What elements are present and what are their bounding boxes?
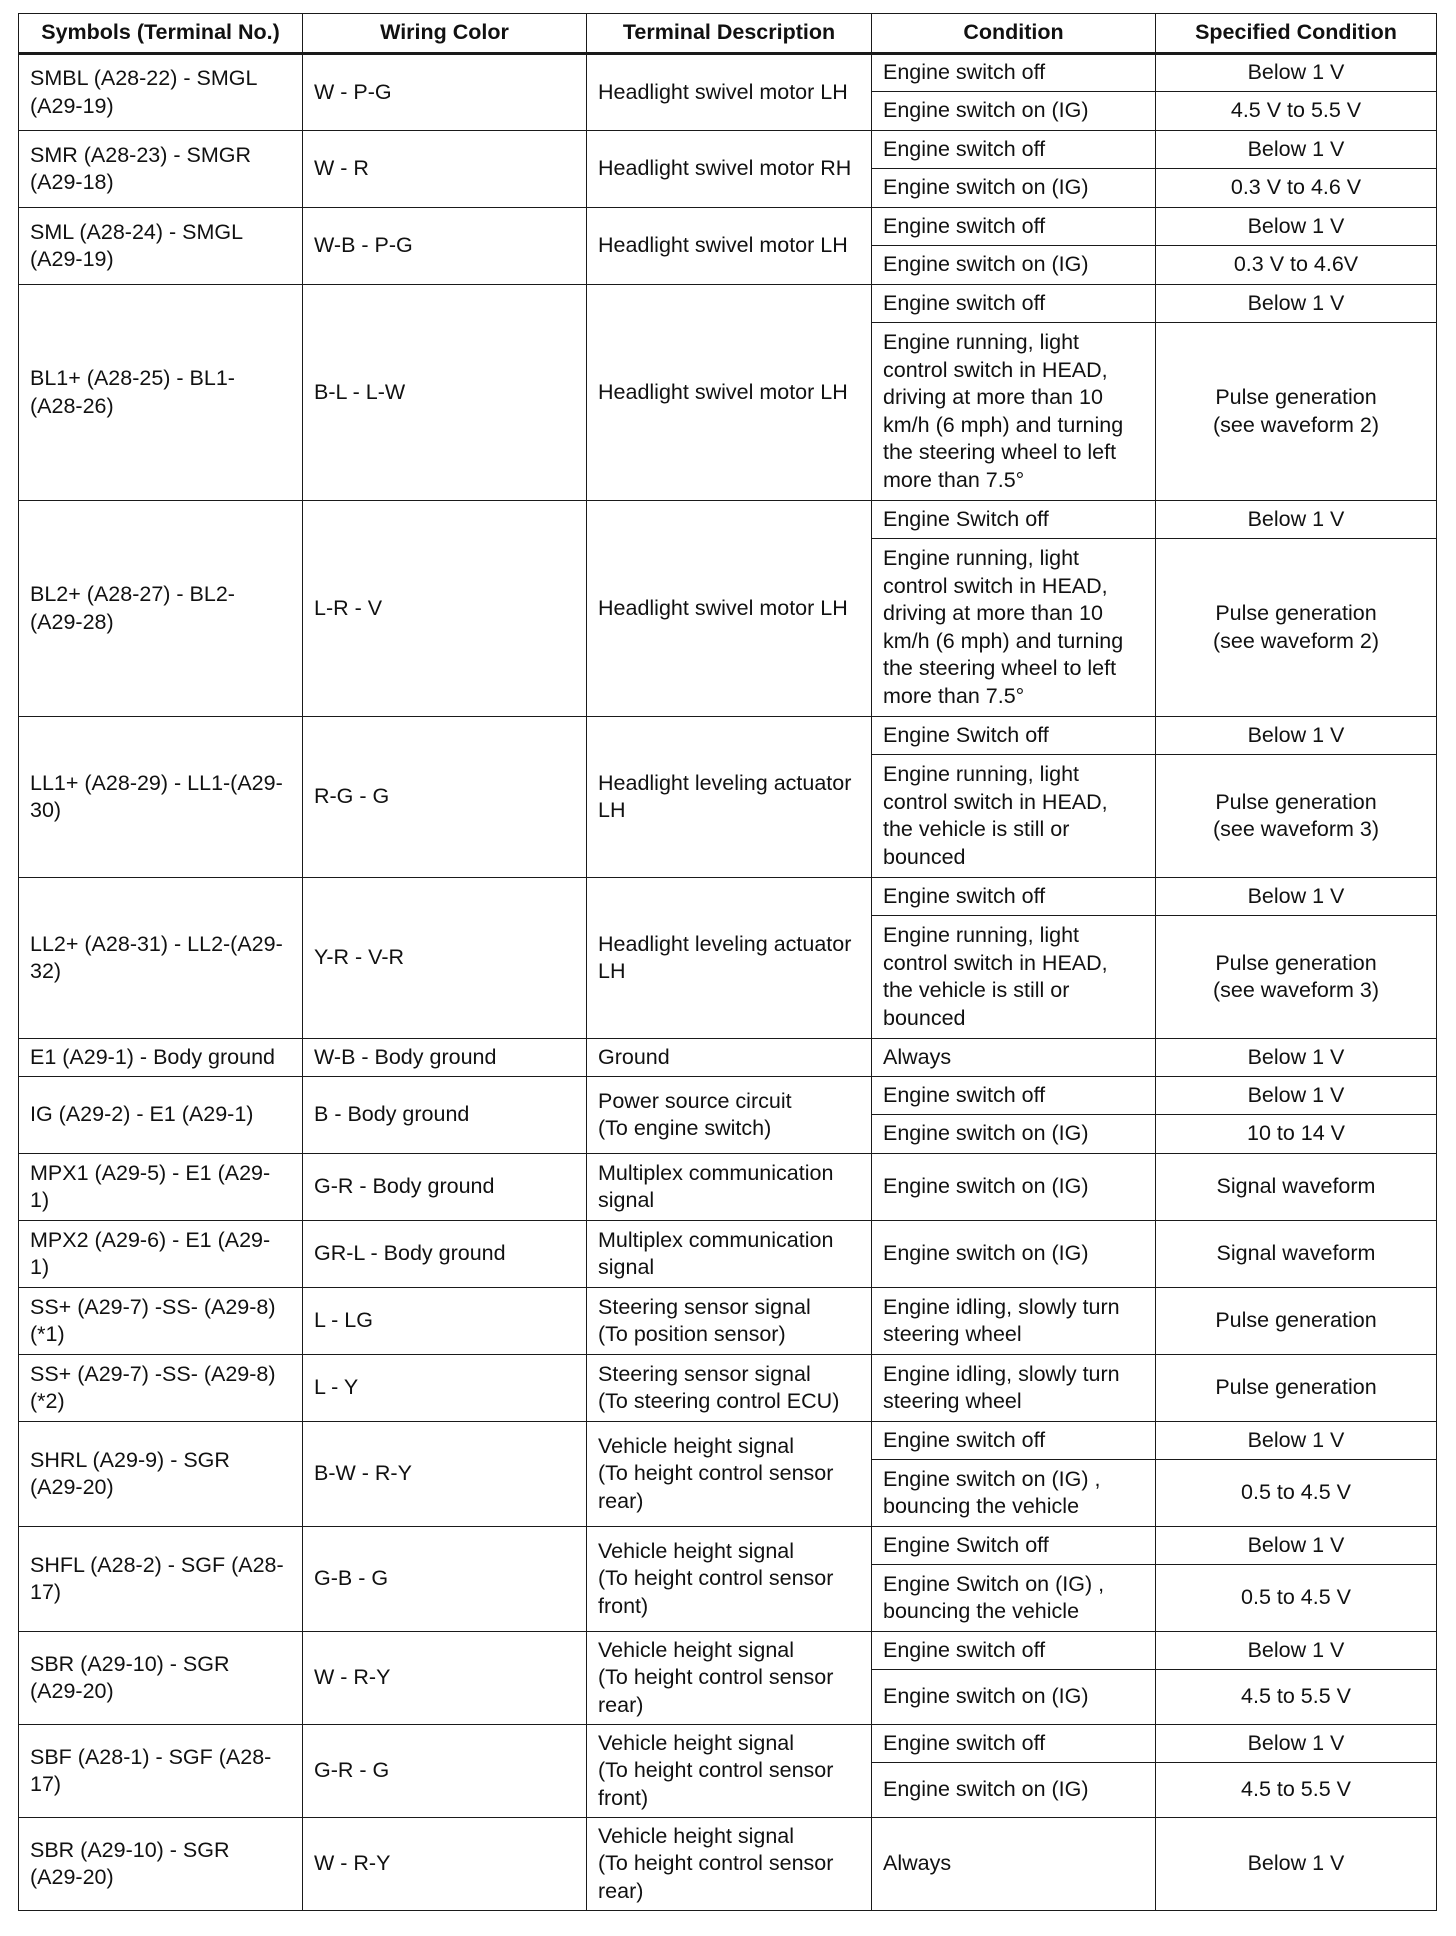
specified-condition-cell: Below 1 V (1156, 1039, 1437, 1077)
specified-condition-cell: Below 1 V (1156, 1422, 1437, 1460)
table-body (19, 54, 1437, 1911)
specified-condition-cell: Signal waveform (1156, 1154, 1437, 1221)
table-row (19, 54, 1437, 92)
condition-cell: Engine switch off (872, 285, 1156, 323)
table-row (19, 131, 1437, 169)
symbol-cell: SMBL (A28-22) - SMGL (A29-19) (19, 54, 303, 131)
symbol-cell: SML (A28-24) - SMGL (A29-19) (19, 208, 303, 285)
specified-condition-cell: 0.3 V to 4.6 V (1156, 169, 1437, 208)
table-row (19, 1632, 1437, 1670)
symbol-cell: SS+ (A29-7) -SS- (A29-8) (*2) (19, 1355, 303, 1422)
terminal-description-cell: Vehicle height signal (To height control sensor front) (587, 1527, 872, 1632)
condition-cell: Engine switch on (IG) , bouncing the vehicle (872, 1460, 1156, 1527)
header-condition: Condition (872, 14, 1156, 54)
wiring-color-cell: W - R (303, 131, 587, 208)
table-row (19, 1154, 1437, 1221)
specified-condition-cell: Pulse generation (see waveform 3) (1156, 755, 1437, 878)
condition-cell: Always (872, 1818, 1156, 1911)
wiring-color-cell: G-R - Body ground (303, 1154, 587, 1221)
condition-cell: Engine running, light control switch in HEAD, driving at more than 10 km/h (6 mph) and turning the steering wheel to left more than 7.5° (872, 539, 1156, 717)
symbol-cell: MPX1 (A29-5) - E1 (A29- 1) (19, 1154, 303, 1221)
specified-condition-cell: Below 1 V (1156, 1818, 1437, 1911)
terminal-description-cell: Headlight leveling actuator LH (587, 717, 872, 878)
condition-cell: Engine switch off (872, 1632, 1156, 1670)
wiring-color-cell: W - P-G (303, 54, 587, 131)
terminal-description-cell: Multiplex communication signal (587, 1221, 872, 1288)
specified-condition-cell: Pulse generation (see waveform 3) (1156, 916, 1437, 1039)
symbol-cell: IG (A29-2) - E1 (A29-1) (19, 1077, 303, 1154)
specified-condition-cell: Below 1 V (1156, 1077, 1437, 1115)
specified-condition-cell: Below 1 V (1156, 285, 1437, 323)
condition-cell: Always (872, 1039, 1156, 1077)
terminal-description-cell: Headlight swivel motor LH (587, 208, 872, 285)
terminal-description-cell: Headlight swivel motor LH (587, 285, 872, 501)
specified-condition-cell: Below 1 V (1156, 54, 1437, 92)
specified-condition-cell: 0.5 to 4.5 V (1156, 1565, 1437, 1632)
terminal-description-cell: Headlight swivel motor RH (587, 131, 872, 208)
condition-cell: Engine switch on (IG) (872, 1154, 1156, 1221)
symbol-cell: SS+ (A29-7) -SS- (A29-8) (*1) (19, 1288, 303, 1355)
wiring-color-cell: Y-R - V-R (303, 878, 587, 1039)
table-row (19, 1288, 1437, 1355)
specified-condition-cell: Pulse generation (see waveform 2) (1156, 539, 1437, 717)
specified-condition-cell: 4.5 to 5.5 V (1156, 1763, 1437, 1818)
table-row (19, 1221, 1437, 1288)
table-row (19, 1725, 1437, 1763)
condition-cell: Engine switch on (IG) (872, 1115, 1156, 1154)
wiring-color-cell: B-L - L-W (303, 285, 587, 501)
specified-condition-cell: Below 1 V (1156, 1632, 1437, 1670)
specified-condition-cell: Below 1 V (1156, 1527, 1437, 1565)
wiring-color-cell: G-B - G (303, 1527, 587, 1632)
terminal-inspection-table (18, 13, 1437, 1911)
table-row (19, 1818, 1437, 1911)
symbol-cell: SBF (A28-1) - SGF (A28- 17) (19, 1725, 303, 1818)
header-terminal-description: Terminal Description (587, 14, 872, 54)
condition-cell: Engine switch off (872, 54, 1156, 92)
condition-cell: Engine switch off (872, 131, 1156, 169)
condition-cell: Engine switch on (IG) (872, 169, 1156, 208)
wiring-color-cell: GR-L - Body ground (303, 1221, 587, 1288)
table-row (19, 1527, 1437, 1565)
specified-condition-cell: Below 1 V (1156, 1725, 1437, 1763)
specified-condition-cell: Pulse generation (see waveform 2) (1156, 323, 1437, 501)
terminal-description-cell: Vehicle height signal (To height control sensor rear) (587, 1632, 872, 1725)
condition-cell: Engine switch off (872, 1422, 1156, 1460)
specified-condition-cell: Pulse generation (1156, 1288, 1437, 1355)
header-symbols: Symbols (Terminal No.) (19, 14, 303, 54)
symbol-cell: SBR (A29-10) - SGR (A29-20) (19, 1818, 303, 1911)
table-row (19, 1039, 1437, 1077)
terminal-description-cell: Vehicle height signal (To height control sensor rear) (587, 1818, 872, 1911)
symbol-cell: SBR (A29-10) - SGR (A29-20) (19, 1632, 303, 1725)
specified-condition-cell: Below 1 V (1156, 501, 1437, 539)
condition-cell: Engine switch on (IG) (872, 1763, 1156, 1818)
terminal-description-cell: Vehicle height signal (To height control sensor front) (587, 1725, 872, 1818)
condition-cell: Engine switch off (872, 208, 1156, 246)
condition-cell: Engine Switch off (872, 501, 1156, 539)
table-row (19, 285, 1437, 323)
header-specified-condition: Specified Condition (1156, 14, 1437, 54)
symbol-cell: BL1+ (A28-25) - BL1- (A28-26) (19, 285, 303, 501)
specified-condition-cell: Below 1 V (1156, 131, 1437, 169)
terminal-description-cell: Ground (587, 1039, 872, 1077)
table-row (19, 1422, 1437, 1460)
wiring-color-cell: W - R-Y (303, 1818, 587, 1911)
specified-condition-cell: 4.5 to 5.5 V (1156, 1670, 1437, 1725)
symbol-cell: E1 (A29-1) - Body ground (19, 1039, 303, 1077)
condition-cell: Engine switch off (872, 1077, 1156, 1115)
wiring-color-cell: L - Y (303, 1355, 587, 1422)
wiring-color-cell: W-B - Body ground (303, 1039, 587, 1077)
header-wiring-color: Wiring Color (303, 14, 587, 54)
wiring-color-cell: B-W - R-Y (303, 1422, 587, 1527)
wiring-color-cell: R-G - G (303, 717, 587, 878)
terminal-description-cell: Headlight leveling actuator LH (587, 878, 872, 1039)
terminal-description-cell: Power source circuit (To engine switch) (587, 1077, 872, 1154)
specified-condition-cell: Signal waveform (1156, 1221, 1437, 1288)
condition-cell: Engine Switch off (872, 717, 1156, 755)
condition-cell: Engine idling, slowly turn steering wheel (872, 1355, 1156, 1422)
wiring-color-cell: W-B - P-G (303, 208, 587, 285)
specified-condition-cell: 10 to 14 V (1156, 1115, 1437, 1154)
condition-cell: Engine running, light control switch in HEAD, the vehicle is still or bounced (872, 755, 1156, 878)
condition-cell: Engine running, light control switch in HEAD, the vehicle is still or bounced (872, 916, 1156, 1039)
condition-cell: Engine Switch off (872, 1527, 1156, 1565)
wiring-color-cell: L - LG (303, 1288, 587, 1355)
symbol-cell: MPX2 (A29-6) - E1 (A29- 1) (19, 1221, 303, 1288)
table-row (19, 1077, 1437, 1115)
wiring-color-cell: W - R-Y (303, 1632, 587, 1725)
table-row (19, 717, 1437, 755)
table-row (19, 208, 1437, 246)
terminal-description-cell: Headlight swivel motor LH (587, 54, 872, 131)
condition-cell: Engine switch on (IG) (872, 246, 1156, 285)
table-row (19, 1355, 1437, 1422)
terminal-description-cell: Steering sensor signal (To steering control ECU) (587, 1355, 872, 1422)
terminal-description-cell: Steering sensor signal (To position sensor) (587, 1288, 872, 1355)
condition-cell: Engine switch on (IG) (872, 1221, 1156, 1288)
table-row (19, 878, 1437, 916)
condition-cell: Engine Switch on (IG) , bouncing the vehicle (872, 1565, 1156, 1632)
condition-cell: Engine switch off (872, 878, 1156, 916)
symbol-cell: SHRL (A29-9) - SGR (A29-20) (19, 1422, 303, 1527)
wiring-color-cell: B - Body ground (303, 1077, 587, 1154)
wiring-color-cell: G-R - G (303, 1725, 587, 1818)
symbol-cell: LL2+ (A28-31) - LL2-(A29- 32) (19, 878, 303, 1039)
table-row (19, 501, 1437, 539)
terminal-description-cell: Headlight swivel motor LH (587, 501, 872, 717)
specified-condition-cell: 0.5 to 4.5 V (1156, 1460, 1437, 1527)
symbol-cell: SHFL (A28-2) - SGF (A28- 17) (19, 1527, 303, 1632)
condition-cell: Engine switch off (872, 1725, 1156, 1763)
specified-condition-cell: 4.5 V to 5.5 V (1156, 92, 1437, 131)
symbol-cell: SMR (A28-23) - SMGR (A29-18) (19, 131, 303, 208)
specified-condition-cell: 0.3 V to 4.6V (1156, 246, 1437, 285)
specified-condition-cell: Pulse generation (1156, 1355, 1437, 1422)
wiring-color-cell: L-R - V (303, 501, 587, 717)
condition-cell: Engine idling, slowly turn steering wheel (872, 1288, 1156, 1355)
header-row (19, 14, 1437, 54)
condition-cell: Engine switch on (IG) (872, 92, 1156, 131)
symbol-cell: LL1+ (A28-29) - LL1-(A29- 30) (19, 717, 303, 878)
specified-condition-cell: Below 1 V (1156, 717, 1437, 755)
condition-cell: Engine running, light control switch in HEAD, driving at more than 10 km/h (6 mph) and turning the steering wheel to left more than 7.5° (872, 323, 1156, 501)
specified-condition-cell: Below 1 V (1156, 878, 1437, 916)
terminal-description-cell: Vehicle height signal (To height control sensor rear) (587, 1422, 872, 1527)
symbol-cell: BL2+ (A28-27) - BL2- (A29-28) (19, 501, 303, 717)
terminal-description-cell: Multiplex communication signal (587, 1154, 872, 1221)
specified-condition-cell: Below 1 V (1156, 208, 1437, 246)
condition-cell: Engine switch on (IG) (872, 1670, 1156, 1725)
